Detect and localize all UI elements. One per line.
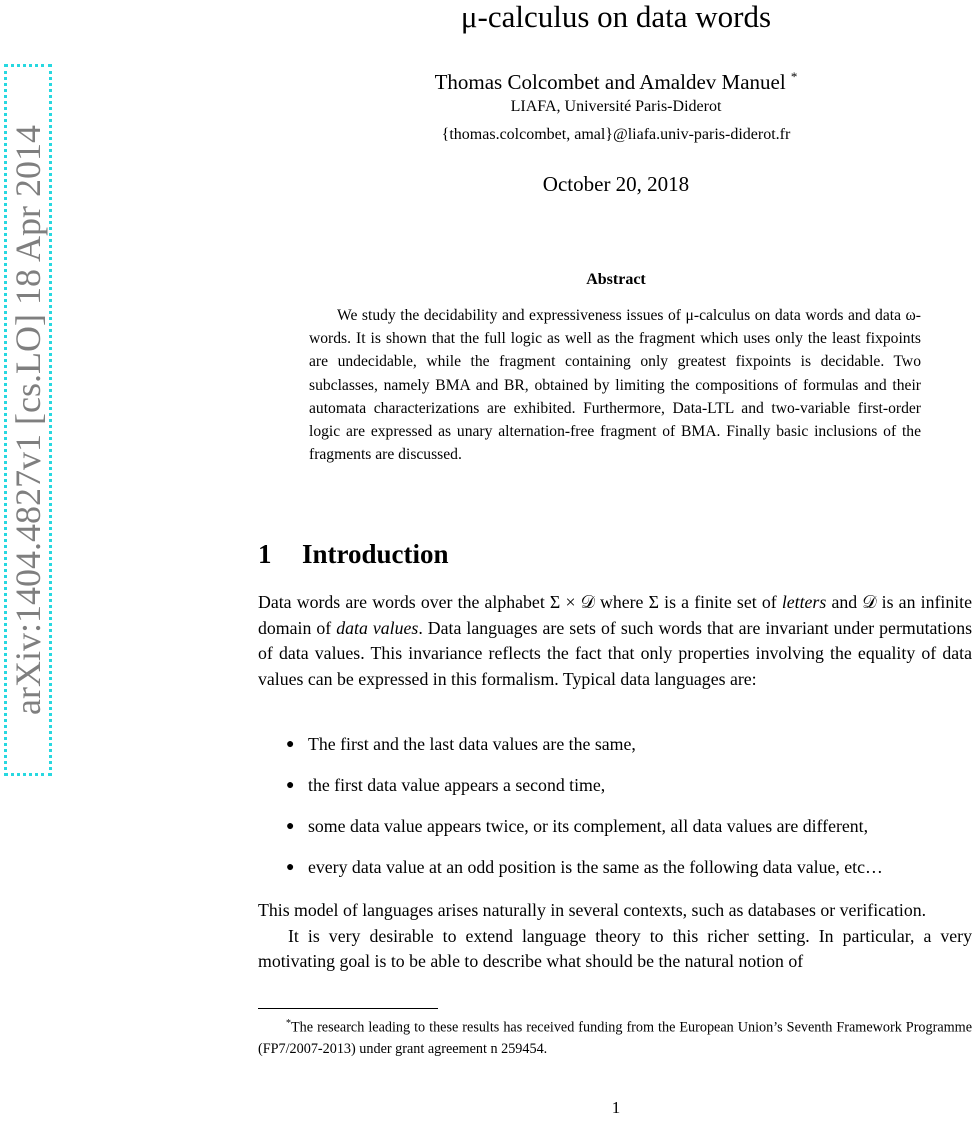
list-item-text: every data value at an odd position is the same as the following data value, etc… xyxy=(308,857,883,877)
abstract-text: We study the decidability and expressiveness issues of μ-calculus on data words and data ω-words. It is shown that the full logic as well as the fragment which uses only the least fixpoints are undecidable, while the fragment containing only greatest fixpoints is decidable. Two subclasses, namely BMA and BR, obtained by limiting the compositions of formulas and their automata characterizations are exhibited. Furthermore, Data-LTL and two-variable first-order logic are expressed as unary alternation-free fragment of BMA. Finally basic inclusions of the fragments are discussed. xyxy=(309,307,921,464)
intro-em-data-values: data values xyxy=(336,617,419,638)
abstract-body xyxy=(309,304,921,466)
list-item-text: The first and the last data values are the same, xyxy=(308,734,636,754)
paragraph-2: This model of languages arises naturally in several contexts, such as databases or verification. xyxy=(258,900,927,920)
date: October 20, 2018 xyxy=(542,172,690,196)
bullet-icon: ● xyxy=(286,737,295,752)
list-item-text: the first data value appears a second time, xyxy=(308,775,606,795)
affiliation: LIAFA, Université Paris-Diderot xyxy=(510,98,722,115)
body-paragraphs xyxy=(258,898,972,975)
abstract-heading: Abstract xyxy=(586,271,646,288)
list-item-text: some data value appears twice, or its complement, all data values are different, xyxy=(308,816,869,836)
intro-text-2: and 𝒟 is an infinite domain of xyxy=(258,592,972,638)
paragraph-3: It is very desirable to extend language theory to this richer setting. In particular, a very motivating goal is to be able to describe what should be the natural notion of xyxy=(258,925,972,972)
footnote-mark: * xyxy=(286,1018,291,1029)
section-heading xyxy=(258,537,449,571)
list-item xyxy=(286,814,974,855)
emails: {thomas.colcombet, amal}@liafa.univ-paris-diderot.fr xyxy=(441,126,791,143)
paper-title: μ-calculus on data words xyxy=(460,0,772,34)
section-title: Introduction xyxy=(302,539,449,569)
footnote xyxy=(258,1013,972,1060)
bullet-icon: ● xyxy=(286,819,295,834)
author-footnote-mark: * xyxy=(790,69,798,84)
intro-text-1: Data words are words over the alphabet Σ × 𝒟 where Σ is a finite set of xyxy=(258,592,782,612)
footnote-text: The research leading to these results has received funding from the European Union’s Seventh Framework Programme (FP7/2007-2013) under grant agreement n 259454. xyxy=(258,1019,972,1057)
example-list xyxy=(286,732,974,896)
intro-text-3: . Data languages are sets of such words that are invariant under permutations of data values. This invariance reflects the fact that only properties involving the equality of data values can be expressed in this formalism. Typical data languages are: xyxy=(258,617,973,689)
intro-paragraph xyxy=(258,590,972,692)
author-names: Thomas Colcombet and Amaldev Manuel xyxy=(434,70,786,94)
authors xyxy=(258,63,974,96)
section-number: 1 xyxy=(258,539,272,569)
list-item xyxy=(286,732,974,773)
bullet-icon: ● xyxy=(286,778,295,793)
intro-em-letters: letters xyxy=(781,592,827,612)
page-number: 1 xyxy=(611,1098,621,1117)
list-item xyxy=(286,855,974,896)
footnote-rule xyxy=(258,1008,438,1009)
arxiv-stamp: arXiv:1404.4827v1 [cs.LO] 18 Apr 2014 xyxy=(8,125,48,715)
bullet-icon: ● xyxy=(286,860,295,875)
list-item xyxy=(286,773,974,814)
arxiv-stamp-box xyxy=(4,64,52,776)
